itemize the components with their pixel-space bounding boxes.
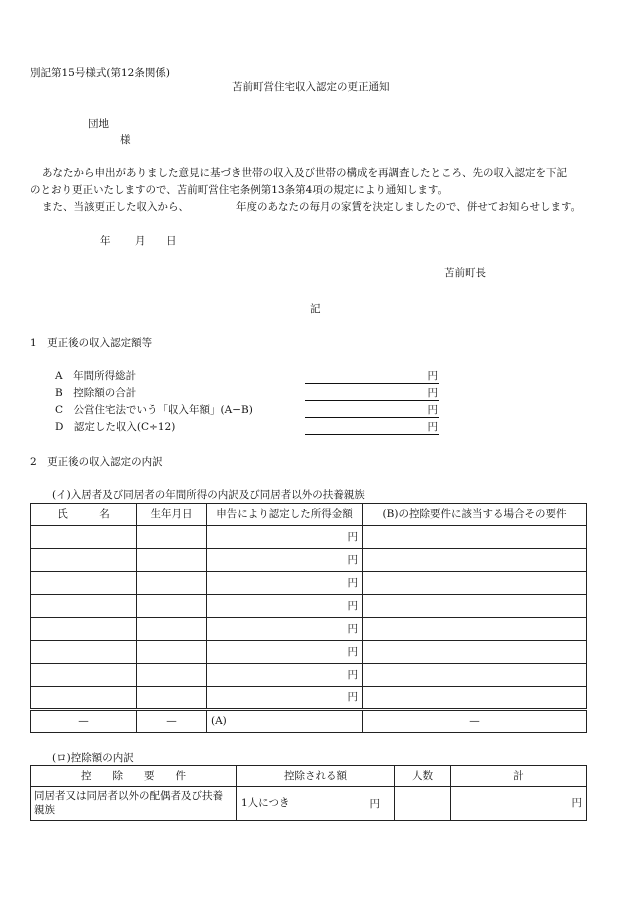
amount-label: D 認定した収入(C÷12) — [55, 421, 176, 433]
form-label: 別記第15号様式(第12条関係) — [30, 67, 170, 79]
birthdate-cell[interactable] — [137, 618, 207, 641]
birthdate-cell[interactable] — [137, 595, 207, 618]
amount-row-d — [55, 420, 440, 436]
name-cell[interactable] — [31, 664, 137, 687]
amount-unit: 円 — [369, 798, 380, 810]
amount-blank — [305, 434, 439, 435]
name-cell[interactable] — [31, 687, 137, 710]
column-header-name: 氏 名 — [31, 504, 137, 526]
date-year: 年 — [100, 235, 111, 247]
income-cell[interactable]: 円 — [207, 618, 363, 641]
ki-marker: 記 — [310, 303, 321, 315]
per-person-label: 1人につき — [241, 797, 290, 810]
amount-blank — [305, 383, 439, 384]
table-row — [31, 664, 587, 687]
birthdate-cell[interactable] — [137, 664, 207, 687]
amount-unit: 円 — [427, 370, 438, 382]
amount-label: A 年間所得総計 — [55, 370, 137, 382]
amount-row-b — [55, 386, 440, 402]
name-cell[interactable] — [31, 572, 137, 595]
table-i-caption: (イ)入居者及び同居者の年間所得の内訳及び同居者以外の扶養親族 — [52, 489, 365, 501]
table-row — [31, 595, 587, 618]
table-row — [31, 549, 587, 572]
amount-unit: 円 — [427, 421, 438, 433]
income-breakdown-table — [30, 503, 587, 733]
requirement-cell[interactable] — [363, 595, 587, 618]
section-1-heading: 1 更正後の収入認定額等 — [30, 337, 153, 349]
income-cell[interactable]: 円 — [207, 687, 363, 710]
birthdate-cell[interactable] — [137, 687, 207, 710]
table-row — [31, 787, 587, 821]
estate-name: 団地 — [88, 118, 109, 130]
amount-label: B 控除額の合計 — [55, 387, 137, 399]
income-cell[interactable]: 円 — [207, 641, 363, 664]
birthdate-cell[interactable] — [137, 641, 207, 664]
name-cell[interactable] — [31, 595, 137, 618]
amount-unit: 円 — [427, 404, 438, 416]
count-cell[interactable] — [395, 787, 451, 821]
body-paragraph-2-part-2: 年度のあなたの毎月の家賃を決定しましたので、併せてお知らせします。 — [236, 201, 582, 213]
column-header-deduction-requirement: (B)の控除要件に該当する場合その要件 — [363, 504, 587, 526]
income-cell[interactable]: 円 — [207, 664, 363, 687]
income-cell[interactable]: 円 — [207, 549, 363, 572]
column-header-condition: 控 除 要 件 — [31, 766, 237, 787]
birthdate-cell[interactable] — [137, 549, 207, 572]
body-paragraph-1-line-1: あなたから申出がありました意見に基づき世帯の収入及び世帯の構成を再調査したところ、先の収入認定を下記 — [42, 167, 567, 179]
table-ro-caption: (ロ)控除額の内訳 — [52, 752, 134, 764]
honorific: 様 — [120, 134, 131, 146]
requirement-cell[interactable] — [363, 549, 587, 572]
condition-cell: 同居者又は同居者以外の配偶者及び扶養親族 — [31, 787, 237, 821]
body-paragraph-1-line-2: のとおり更正いたしますので、苫前町営住宅条例第13条第4項の規定により通知します。 — [30, 184, 448, 196]
name-cell[interactable] — [31, 526, 137, 549]
amount-unit: 円 — [427, 387, 438, 399]
deduction-breakdown-table — [30, 765, 587, 821]
requirement-cell[interactable] — [363, 572, 587, 595]
total-row — [31, 710, 587, 733]
column-header-income: 申告により認定した所得金額 — [207, 504, 363, 526]
column-header-deducted-amount: 控除される額 — [237, 766, 395, 787]
deducted-amount-cell[interactable] — [237, 787, 395, 821]
column-header-birthdate: 生年月日 — [137, 504, 207, 526]
amount-blank — [305, 417, 439, 418]
total-cell[interactable]: 円 — [451, 787, 587, 821]
requirement-cell[interactable] — [363, 526, 587, 549]
document-title: 苫前町営住宅収入認定の更正通知 — [232, 81, 390, 93]
amount-blank — [305, 400, 439, 401]
table-row — [31, 572, 587, 595]
date-day: 日 — [166, 235, 177, 247]
date-month: 月 — [135, 235, 146, 247]
amount-label: C 公営住宅法でいう「収入年額」(A−B) — [55, 404, 253, 416]
column-header-count: 人数 — [395, 766, 451, 787]
total-birthdate-cell: — — [137, 710, 207, 733]
name-cell[interactable] — [31, 618, 137, 641]
requirement-cell[interactable] — [363, 664, 587, 687]
income-cell[interactable]: 円 — [207, 526, 363, 549]
income-cell[interactable]: 円 — [207, 572, 363, 595]
issuer: 苫前町長 — [444, 267, 486, 279]
table-row — [31, 526, 587, 549]
total-income-cell: (A) — [207, 710, 363, 733]
total-requirement-cell: — — [363, 710, 587, 733]
table-row — [31, 641, 587, 664]
table-row — [31, 687, 587, 710]
birthdate-cell[interactable] — [137, 572, 207, 595]
income-cell[interactable]: 円 — [207, 595, 363, 618]
amount-row-a — [55, 369, 440, 385]
name-cell[interactable] — [31, 641, 137, 664]
column-header-total: 計 — [451, 766, 587, 787]
name-cell[interactable] — [31, 549, 137, 572]
birthdate-cell[interactable] — [137, 526, 207, 549]
body-paragraph-2-part-1: また、当該更正した収入から、 — [42, 201, 189, 213]
table-row — [31, 618, 587, 641]
total-name-cell: — — [31, 710, 137, 733]
section-2-heading: 2 更正後の収入認定の内訳 — [30, 456, 163, 468]
requirement-cell[interactable] — [363, 687, 587, 710]
amount-row-c — [55, 403, 440, 419]
requirement-cell[interactable] — [363, 641, 587, 664]
requirement-cell[interactable] — [363, 618, 587, 641]
